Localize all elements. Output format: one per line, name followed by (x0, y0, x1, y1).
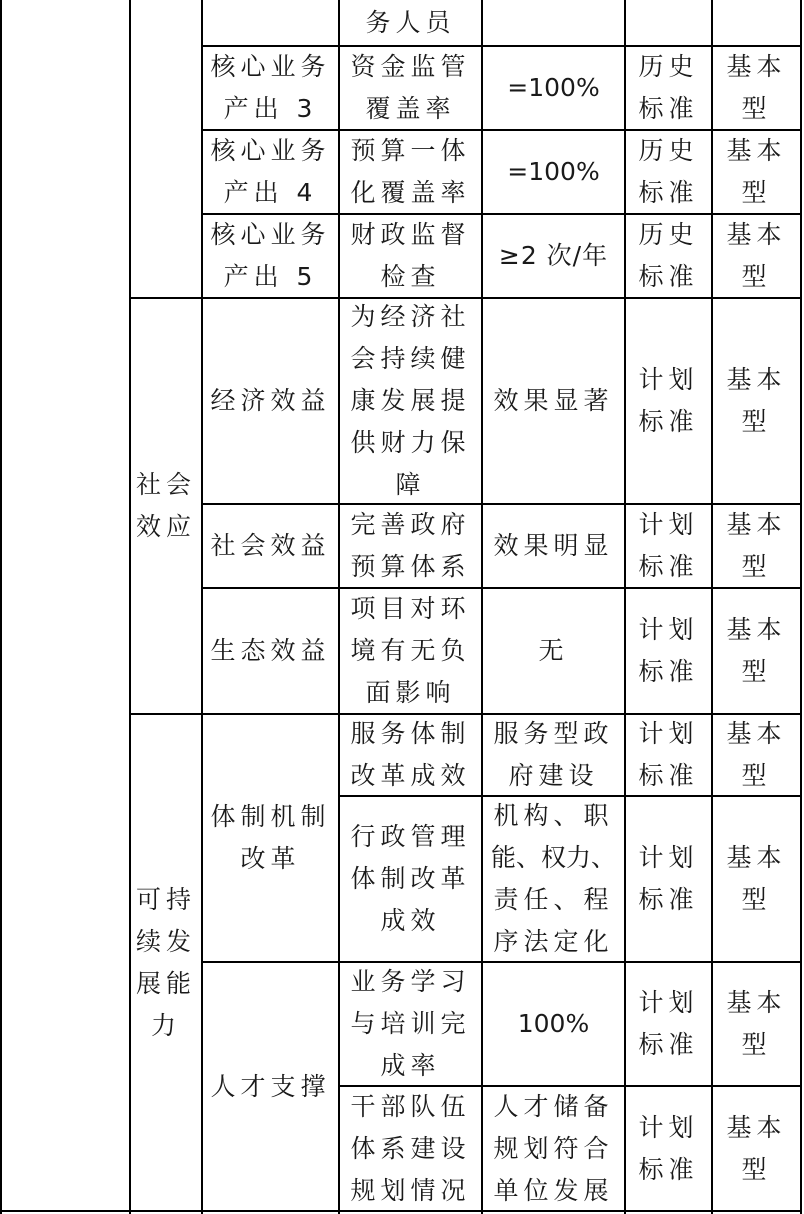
value-text: 服务型政 (493, 719, 614, 748)
level3-text: 改革 (240, 844, 301, 873)
indicator-text: 预算一体 (350, 136, 471, 165)
type-text: 型 (741, 885, 772, 914)
indicator-text: 境有无负 (350, 636, 471, 665)
type-cell (713, 131, 800, 213)
value-cell (483, 47, 624, 129)
value-text: 效果明显 (493, 531, 614, 560)
level3-text: 产出 4 (223, 178, 318, 207)
indicator-cell (340, 963, 481, 1085)
type-text: 基本 (726, 719, 787, 748)
table-line (0, 0, 2, 1214)
standard-text: 标准 (638, 1030, 699, 1059)
indicator-text: 与培训完 (350, 1009, 471, 1038)
indicator-text: 务人员 (365, 7, 456, 37)
value-cell (483, 715, 624, 795)
level3-text: 人才支撑 (210, 1071, 331, 1101)
standard-text: 历史 (638, 52, 699, 81)
indicator-text: 预算体系 (350, 552, 471, 581)
value-text: 无 (538, 636, 569, 665)
value-cell (483, 1087, 624, 1210)
level3-text: 生态效益 (210, 636, 331, 665)
value-cell (483, 299, 624, 503)
indicator-text: 财政监督 (350, 220, 471, 249)
indicator-cell (340, 299, 481, 503)
value-cell (483, 215, 624, 297)
type-text: 基本 (726, 988, 787, 1017)
level3-text: 核心业务 (210, 220, 331, 249)
level3-text: 核心业务 (210, 136, 331, 165)
table-line (800, 0, 802, 1214)
indicator-text: 业务学习 (350, 967, 471, 996)
type-text: 基本 (726, 365, 787, 394)
type-text: 型 (741, 657, 772, 686)
type-text: 基本 (726, 136, 787, 165)
type-text: 型 (741, 1154, 772, 1184)
value-text: 效果显著 (493, 386, 614, 415)
indicator-cell (340, 589, 481, 713)
standard-cell (626, 589, 711, 713)
indicator-text: 完善政府 (350, 510, 471, 539)
standard-cell (626, 1087, 711, 1210)
standard-cell (626, 963, 711, 1085)
indicator-text: 化覆盖率 (350, 178, 471, 207)
indicator-cell (340, 0, 481, 45)
indicator-text: 面影响 (365, 678, 456, 707)
standard-text: 历史 (638, 220, 699, 249)
level2-text: 力 (150, 1010, 181, 1040)
level3-cell (203, 715, 338, 961)
value-text: 责任、程 (493, 885, 614, 914)
standard-text: 计划 (638, 843, 699, 872)
level3-text: 产出 3 (223, 94, 318, 123)
indicator-text: 成效 (380, 906, 441, 935)
type-text: 基本 (726, 510, 787, 539)
standard-cell (626, 131, 711, 213)
value-text: 人才储备 (493, 1091, 614, 1121)
standard-text: 计划 (638, 719, 699, 748)
type-text: 基本 (726, 843, 787, 872)
indicator-text: 项目对环 (350, 594, 471, 623)
value-text: ≥2 次/年 (498, 241, 609, 270)
level3-cell (203, 47, 338, 129)
level2-text: 续发 (135, 926, 196, 956)
type-cell (713, 215, 800, 297)
level2-text: 社会 (135, 470, 196, 499)
type-text: 基本 (726, 52, 787, 81)
indicator-cell (340, 797, 481, 961)
indicator-cell (340, 131, 481, 213)
level2-cell (131, 299, 201, 713)
value-text: 机构、职 (493, 801, 614, 830)
value-text: 序法定化 (493, 927, 614, 956)
level3-text: 体制机制 (210, 802, 331, 831)
type-text: 基本 (726, 1112, 787, 1142)
value-cell (483, 963, 624, 1085)
type-text: 基本 (726, 220, 787, 249)
level3-text: 核心业务 (210, 52, 331, 81)
indicator-cell (340, 715, 481, 795)
type-text: 型 (741, 1030, 772, 1059)
indicator-cell (340, 1087, 481, 1210)
standard-text: 历史 (638, 136, 699, 165)
standard-text: 标准 (638, 657, 699, 686)
standard-cell (626, 215, 711, 297)
type-text: 型 (741, 262, 772, 291)
standard-text: 标准 (638, 94, 699, 123)
type-text: 型 (741, 94, 772, 123)
standard-text: 标准 (638, 262, 699, 291)
level3-text: 产出 5 (223, 262, 318, 291)
type-cell (713, 505, 800, 587)
indicator-text: 资金监管 (350, 52, 471, 81)
standard-text: 标准 (638, 761, 699, 790)
level2-text: 效应 (135, 512, 196, 541)
type-cell (713, 797, 800, 961)
value-cell (483, 505, 624, 587)
indicator-text: 行政管理 (350, 822, 471, 851)
level3-cell (203, 131, 338, 213)
level3-cell (203, 299, 338, 503)
standard-cell (626, 299, 711, 503)
level2-cell (131, 715, 201, 1210)
type-cell (713, 963, 800, 1085)
type-cell (713, 1087, 800, 1210)
type-cell (713, 299, 800, 503)
level2-text: 可持 (135, 884, 196, 914)
standard-text: 计划 (638, 510, 699, 539)
type-text: 基本 (726, 615, 787, 644)
standard-cell (626, 715, 711, 795)
standard-text: 标准 (638, 407, 699, 436)
indicator-text: 体系建设 (350, 1133, 471, 1163)
indicator-text: 成率 (380, 1051, 441, 1080)
value-cell (483, 589, 624, 713)
level3-cell (203, 589, 338, 713)
level3-cell (203, 963, 338, 1210)
value-text: 府建设 (508, 761, 599, 790)
value-text: =100% (507, 157, 600, 186)
type-text: 型 (741, 407, 772, 436)
standard-cell (626, 47, 711, 129)
indicator-text: 康发展提 (350, 386, 471, 415)
standard-text: 标准 (638, 178, 699, 207)
indicator-text: 改革成效 (350, 761, 471, 790)
indicator-text: 供财力保 (350, 428, 471, 457)
standard-cell (626, 505, 711, 587)
standard-text: 计划 (638, 365, 699, 394)
value-text: 规划符合 (493, 1133, 614, 1163)
level3-text: 经济效益 (210, 386, 331, 415)
indicator-text: 检查 (380, 262, 441, 291)
standard-text: 标准 (638, 552, 699, 581)
indicator-text: 体制改革 (350, 864, 471, 893)
type-text: 型 (741, 178, 772, 207)
type-cell (713, 715, 800, 795)
value-text: 单位发展 (493, 1175, 614, 1205)
type-text: 型 (741, 552, 772, 581)
type-cell (713, 47, 800, 129)
standard-text: 计划 (638, 1112, 699, 1142)
indicator-text: 干部队伍 (350, 1091, 471, 1121)
indicator-cell (340, 215, 481, 297)
value-cell (483, 797, 624, 961)
value-cell (483, 131, 624, 213)
value-text: 能、权力、 (490, 843, 616, 872)
standard-text: 计划 (638, 615, 699, 644)
level3-cell (203, 505, 338, 587)
standard-text: 标准 (638, 885, 699, 914)
level3-cell (203, 215, 338, 297)
standard-text: 标准 (638, 1154, 699, 1184)
indicator-text: 规划情况 (350, 1175, 471, 1205)
indicator-cell (340, 47, 481, 129)
indicator-text: 会持续健 (350, 344, 471, 373)
indicator-text: 覆盖率 (365, 94, 456, 123)
level2-text: 展能 (135, 968, 196, 998)
level3-text: 社会效益 (210, 531, 331, 560)
value-text: =100% (507, 73, 600, 102)
indicator-cell (340, 505, 481, 587)
value-text: 100% (517, 1009, 590, 1038)
type-cell (713, 589, 800, 713)
type-text: 型 (741, 761, 772, 790)
standard-text: 计划 (638, 988, 699, 1017)
indicator-text: 服务体制 (350, 719, 471, 748)
standard-cell (626, 797, 711, 961)
indicator-text: 为经济社 (350, 302, 471, 331)
indicator-text: 障 (395, 470, 426, 499)
